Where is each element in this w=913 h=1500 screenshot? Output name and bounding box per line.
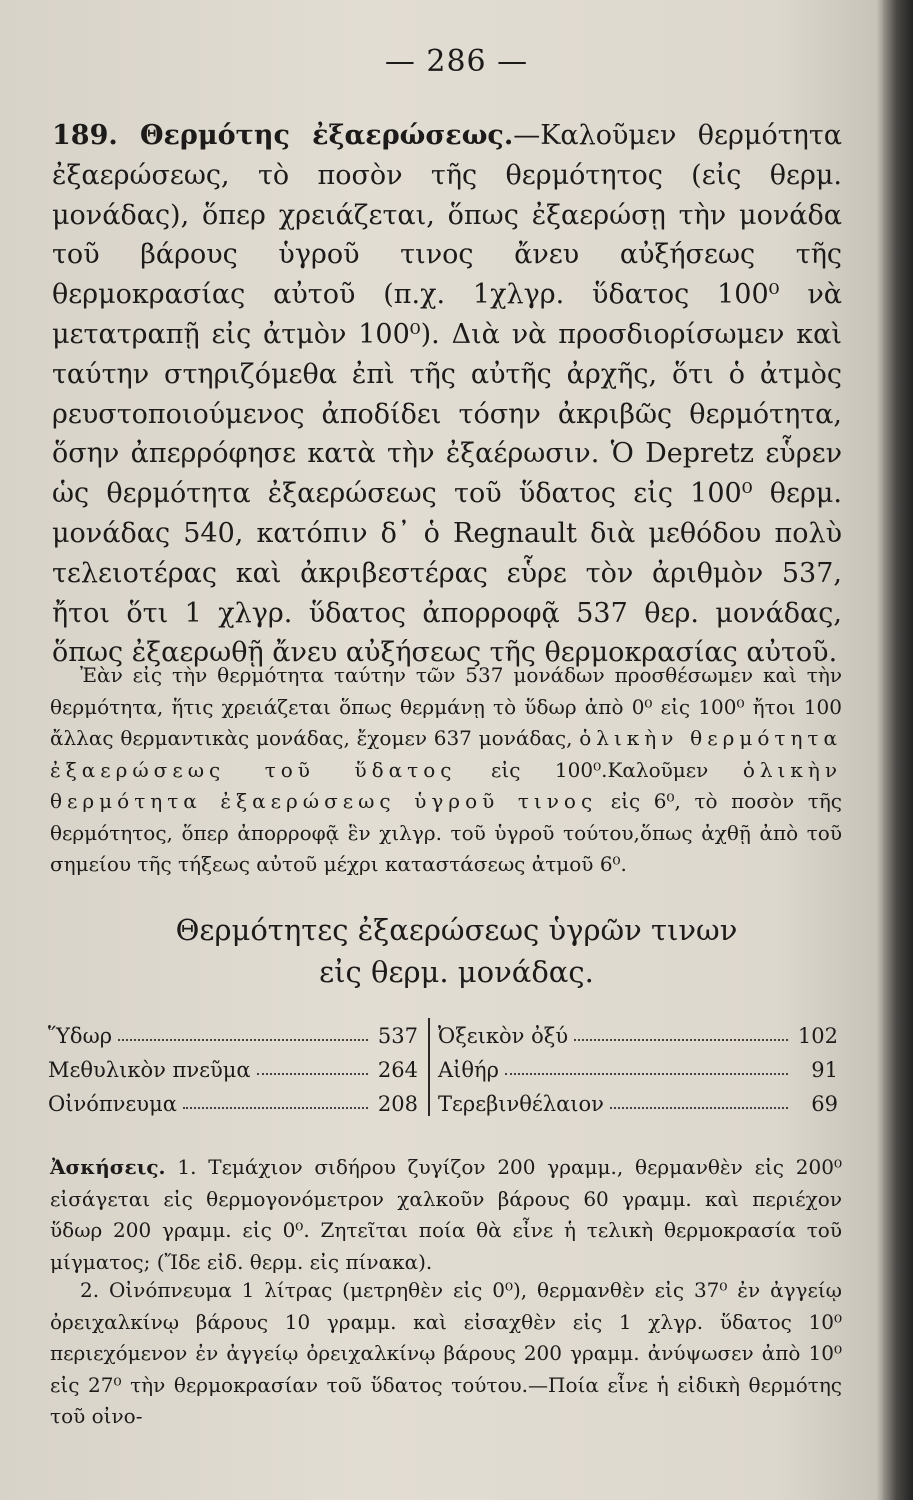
table-row — [438, 1048, 838, 1082]
table-row — [438, 1014, 838, 1048]
note-spaced-term2: ὁλικὴν θερμότητα ἐξαερώσεως ὑγροῦ τινος — [50, 757, 843, 813]
section-text: —Καλοῦμεν θερμότητα ἐξαερώσεως, τὸ ποσὸν τῆς θερμότητος (εἰς θερμ. μονάδας), ὅπερ χρειάζεται, ὅπως ἐξαερώσῃ τὴν μονάδα τοῦ βάρους ὑγροῦ τινος ἄνευ αὐξήσεως τῆς θερμοκρασίας αὐτοῦ (π.χ. 1χλγρ. ὕδατος 100⁰ νὰ μετατραπῇ εἰς ἀτμὸν 100⁰). Διὰ νὰ προσδιορίσωμεν καὶ ταύτην στηριζόμεθα ἐπὶ τῆς αὐτῆς ἀρχῆς, ὅτι ὁ ἀτμὸς ρευστοποιούμενος ἀποδίδει τόσην ἀκριβῶς θερμότητα, ὅσην ἀπερρόφησε κατὰ τὴν ἐξαέρωσιν. Ὁ Depretz εὗρεν ὡς θερμότητα ἐξαερώσεως τοῦ ὕδατος εἰς 100⁰ θερμ. μονάδας 540, κατόπιν δ᾽ ὁ Regnault διὰ μεθόδου πολὺ τελειοτέρας καὶ ἀκριβεστέρας εὗρε τὸν ἀριθμὸν 537, ἤτοι ὅτι 1 χλγρ. ὕδατος ἀπορροφᾷ 537 θερ. μονάδας, ὅπως ἐξαερωθῇ ἄνευ αὐξήσεως τῆς θερμοκρασίας αὐτοῦ. — [52, 120, 842, 669]
note-part3: εἰς 6⁰, τὸ ποσὸν τῆς θερμότητος, ὅπερ ἀπορροφᾷ ἓν χιλγρ. τοῦ ὑγροῦ τούτου,ὅπως ἀχθῇ ἀπὸ τοῦ σημείου τῆς τήξεως αὐτοῦ μέχρι καταστάσεως ἀτμοῦ 6⁰. — [50, 789, 843, 876]
liquid-name: Ὀξεικὸν ὀξύ — [438, 1024, 569, 1048]
liquid-value: 69 — [811, 1092, 838, 1116]
liquid-name: Οἰνόπνευμα — [48, 1092, 177, 1116]
exercises-label: Ἀσκήσεις. — [50, 1155, 166, 1179]
table-right-column — [438, 1014, 838, 1116]
exercise-2-text: 2. Οἰνόπνευμα 1 λίτρας (μετρηθὲν εἰς 0⁰), θερμανθὲν εἰς 37⁰ ἐν ἀγγείῳ ὀρειχαλκίνῳ βάρους 10 γραμμ. καὶ εἰσαχθὲν εἰς 1 χλγρ. ὕδατος 10⁰ περιεχόμενον ἐν ἀγγείῳ ὀρειχαλκίνῳ βάρους 200 γραμμ. ἀνύψωσεν ἀπὸ 10⁰ εἰς 27⁰ τὴν θερμοκρασίαν τοῦ ὕδατος τούτου.—Ποία εἶνε ἡ εἰδικὴ θερμότης τοῦ οἰνο- — [50, 1278, 842, 1428]
table-left-column — [48, 1014, 418, 1116]
page-edge-shadow — [883, 0, 913, 1500]
table-title-line2: εἰς θερμ. μονάδας. — [319, 955, 594, 989]
liquid-value: 264 — [377, 1058, 418, 1082]
table-divider — [428, 1018, 430, 1116]
exercise-1-text: 1. Τεμάχιον σιδήρου ζυγίζον 200 γραμμ., θερμανθὲν εἰς 200⁰ εἰσάγεται εἰς θερμογονόμετρον χαλκοῦν βάρους 60 γραμμ. καὶ περιέχον ὕδωρ 200 γραμμ. εἰς 0⁰. Ζητεῖται ποία θὰ εἶνε ἡ τελικὴ θερμοκρασία τοῦ μίγματος; (Ἴδε εἰδ. θερμ. εἰς πίνακα). — [50, 1155, 842, 1274]
dot-leader — [118, 1039, 368, 1041]
section-189-paragraph — [52, 116, 842, 673]
dot-leader — [574, 1039, 788, 1041]
liquid-value: 537 — [377, 1024, 418, 1048]
exercise-1 — [50, 1152, 842, 1278]
liquid-value: 91 — [811, 1058, 838, 1082]
dot-leader — [505, 1073, 788, 1075]
vaporization-heat-table — [48, 1014, 838, 1116]
liquid-name: Αἰθήρ — [438, 1058, 499, 1082]
note-part1: Ἐὰν εἰς τὴν θερμότητα ταύτην τῶν 537 μονάδων προσθέσωμεν καὶ τὴν θερμότητα, ἥτις χρειάζεται ὅπως θερμάνῃ τὸ ὕδωρ ἀπὸ 0⁰ εἰς 100⁰ ἤτοι 100 ἄλλας θερμαντικὰς μονάδας, ἔχομεν 637 μονάδας, — [50, 663, 842, 750]
table-row — [438, 1082, 838, 1116]
liquid-name: Μεθυλικὸν πνεῦμα — [48, 1058, 251, 1082]
table-row — [48, 1048, 418, 1082]
page-number: — 286 — — [384, 44, 529, 79]
note-paragraph — [50, 660, 842, 881]
liquid-name: Ὕδωρ — [48, 1024, 113, 1048]
note-spaced-term1: ὁλικὴν θερμότητα ἐξαερώσεως τοῦ ὕδατος — [50, 726, 843, 782]
table-title-line1: Θερμότητες ἐξαερώσεως ὑγρῶν τινων — [175, 913, 738, 947]
section-heading: 189. Θερμότης ἐξαερώσεως. — [52, 120, 514, 151]
table-row — [48, 1014, 418, 1048]
exercise-2 — [50, 1275, 842, 1433]
dot-leader — [183, 1107, 368, 1109]
dot-leader — [257, 1073, 368, 1075]
liquid-value: 208 — [377, 1092, 418, 1116]
liquid-value: 102 — [797, 1024, 838, 1048]
note-part2: εἰς 100⁰.Καλοῦμεν — [491, 757, 709, 782]
table-row — [48, 1082, 418, 1116]
liquid-name: Τερεβινθέλαιον — [438, 1092, 604, 1116]
dot-leader — [610, 1107, 788, 1109]
